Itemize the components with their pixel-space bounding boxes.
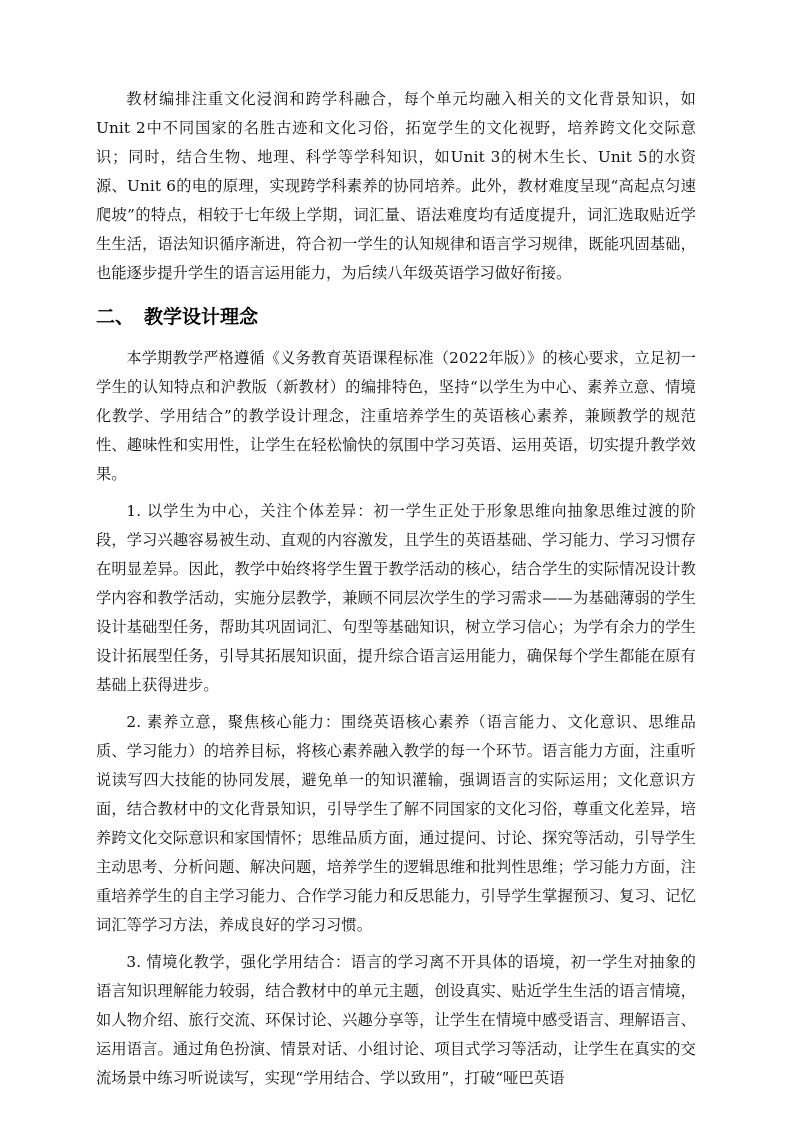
point-1-paragraph: 1. 以学生为中心，关注个体差异：初一学生正处于形象思维向抽象思维过渡的阶段，学习兴趣容易被生动、直观的内容激发，且学生的英语基础、学习能力、学习习惯存在明显差异。因此，教学中始终将学生置于教学活动的核心，结合学生的实际情况设计教学内容和教学活动，实施分层教学，兼顾不同层次学生的学习需求——为基础薄弱的学生设计基础型任务，帮助其巩固词汇、句型等基础知识，树立学习信心；为学有余力的学生设计拓展型任务，引导其拓展知识面，提升综合语言运用能力，确保每个学生都能在原有基础上获得进步。 [96, 502, 696, 694]
point-3-paragraph: 3. 情境化教学，强化学用结合：语言的学习离不开具体的语境，初一学生对抽象的语言知识理解能力较弱，结合教材中的单元主题，创设真实、贴近学生生活的语言情境，如人物介绍、旅行交流、环保讨论、兴趣分享等，让学生在情境中感受语言、理解语言、运用语言。通过角色扮演、情景对话、小组讨论、项目式学习等活动，让学生在真实的交流场景中练习听说读写，实现“学用结合、学以致用”，打破“哑巴英语 [96, 953, 696, 1087]
section-heading-number: 二、 [96, 306, 135, 328]
section-heading-title: 教学设计理念 [144, 306, 259, 328]
section-intro-paragraph: 本学期教学严格遵循《义务教育英语课程标准（2022年版）》的核心要求，立足初一学生的认知特点和沪教版（新教材）的编排特色，坚持“以学生为中心、素养立意、情境化教学、学用结合”的教学设计理念，注重培养学生的英语核心素养，兼顾教学的规范性、趣味性和实用性，让学生在轻松愉快的氛围中学习英语、运用英语，切实提升教学效果。 [96, 349, 696, 483]
section-heading [96, 302, 696, 332]
intro-paragraph: 教材编排注重文化浸润和跨学科融合，每个单元均融入相关的文化背景知识，如Unit 2中不同国家的名胜古迹和文化习俗，拓宽学生的文化视野，培养跨文化交际意识；同时，结合生物、地理、科学等学科知识，如Unit 3的树木生长、Unit 5的水资源、Unit 6的电的原理，实现跨学科素养的协同培养。此外，教材难度呈现“高起点匀速爬坡”的特点，相较于七年级上学期，词汇量、语法难度均有适度提升，词汇选取贴近学生生活，语法知识循序渐进，符合初一学生的认知规律和语言学习规律，既能巩固基础，也能逐步提升学生的语言运用能力，为后续八年级英语学习做好衔接。 [96, 90, 696, 282]
point-2-paragraph: 2. 素养立意，聚焦核心能力：围绕英语核心素养（语言能力、文化意识、思维品质、学习能力）的培养目标，将核心素养融入教学的每一个环节。语言能力方面，注重听说读写四大技能的协同发展，避免单一的知识灌输，强调语言的实际运用；文化意识方面，结合教材中的文化背景知识，引导学生了解不同国家的文化习俗，尊重文化差异，培养跨文化交际意识和家国情怀；思维品质方面，通过提问、讨论、探究等活动，引导学生主动思考、分析问题、解决问题，培养学生的逻辑思维和批判性思维；学习能力方面，注重培养学生的自主学习能力、合作学习能力和反思能力，引导学生掌握预习、复习、记忆词汇等学习方法，养成良好的学习习惯。 [96, 713, 696, 934]
document-body [96, 85, 696, 1101]
